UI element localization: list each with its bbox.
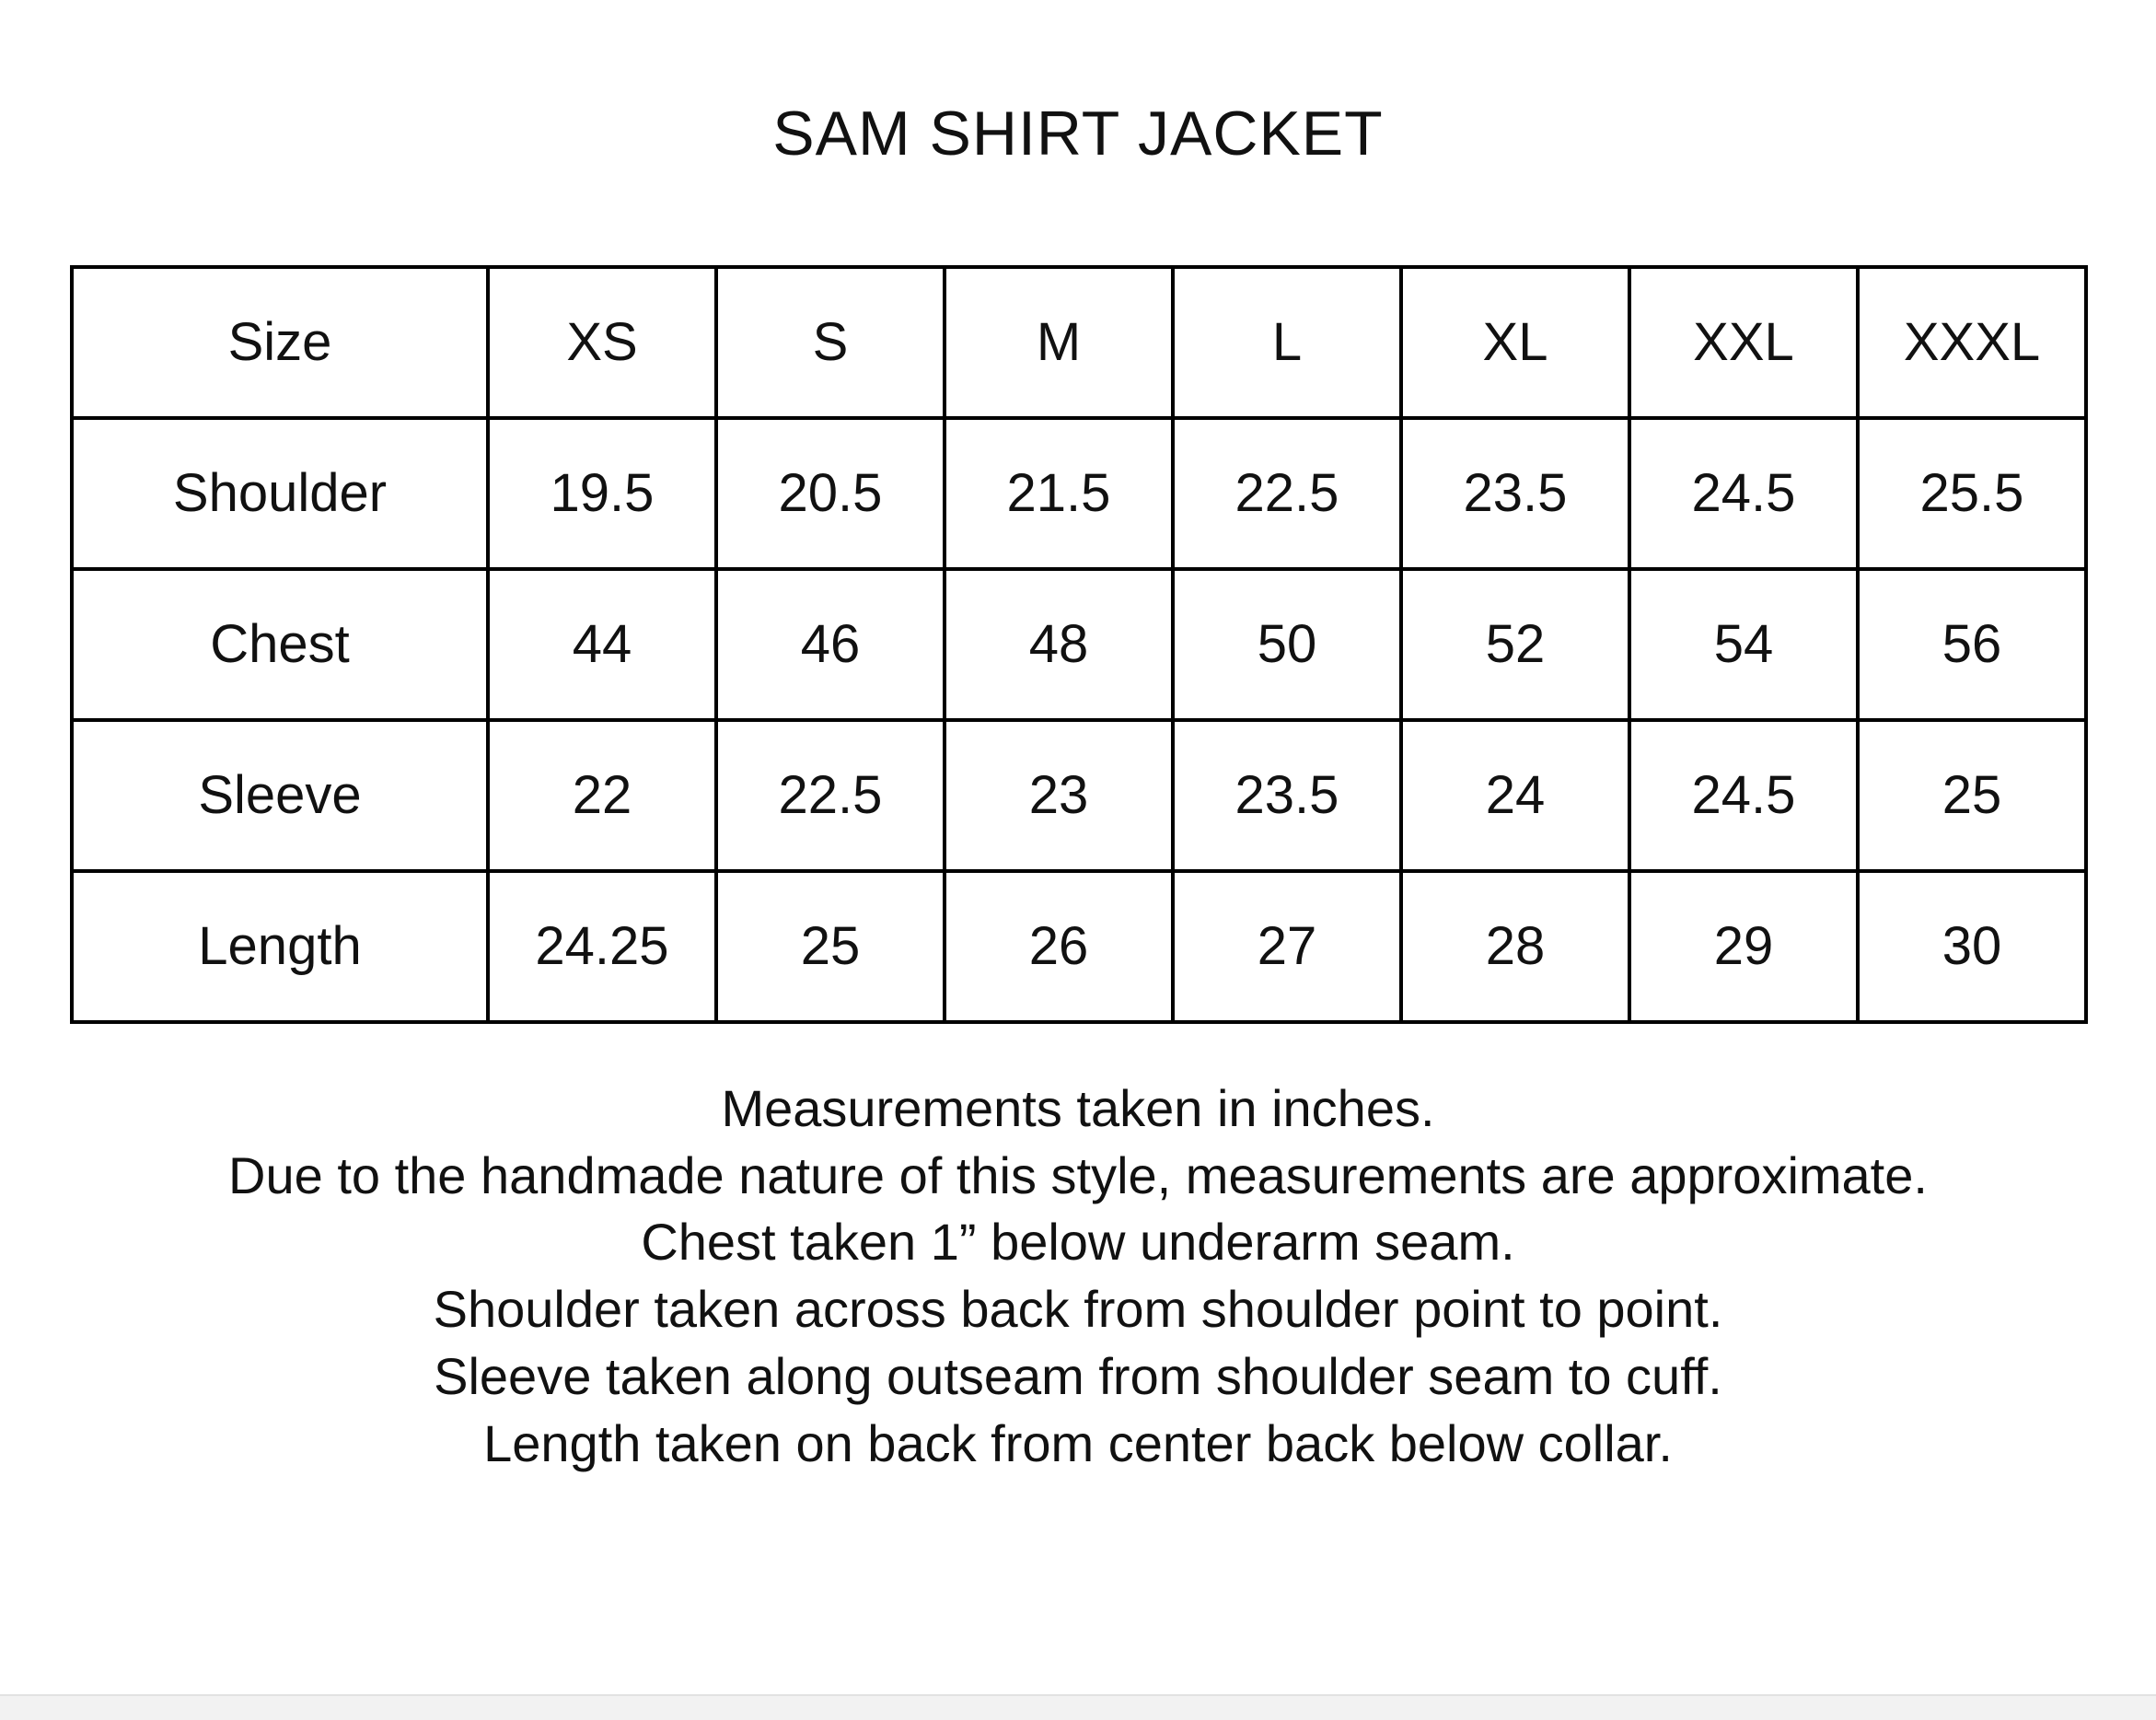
table-cell: 50: [1173, 569, 1401, 720]
row-label: Sleeve: [72, 720, 488, 871]
table-cell: 23.5: [1401, 418, 1629, 569]
table-row: [72, 418, 2086, 569]
table-cell: 22.5: [1173, 418, 1401, 569]
page-title: SAM SHIRT JACKET: [772, 99, 1384, 169]
table-cell: 24.25: [488, 871, 716, 1022]
table-cell: 54: [1629, 569, 1858, 720]
table-cell: 29: [1629, 871, 1858, 1022]
note-line: Due to the handmade nature of this style, measurements are approximate.: [228, 1145, 1928, 1204]
page-bottom-strip: [0, 1694, 2156, 1720]
table-row: [72, 720, 2086, 871]
table-cell: 26: [945, 871, 1173, 1022]
table-cell: 19.5: [488, 418, 716, 569]
table-cell: 28: [1401, 871, 1629, 1022]
row-label: Shoulder: [72, 418, 488, 569]
table-cell: 44: [488, 569, 716, 720]
table-header-cell: M: [945, 267, 1173, 418]
table-cell: 52: [1401, 569, 1629, 720]
table-header-cell: XXXL: [1858, 267, 2086, 418]
table-header-cell: S: [716, 267, 945, 418]
table-cell: 21.5: [945, 418, 1173, 569]
row-label: Length: [72, 871, 488, 1022]
size-chart-page: [0, 99, 2156, 1720]
table-cell: 24.5: [1629, 720, 1858, 871]
table-cell: 24: [1401, 720, 1629, 871]
row-label: Chest: [72, 569, 488, 720]
table-row: [72, 871, 2086, 1022]
note-line: Shoulder taken across back from shoulder point to point.: [433, 1280, 1723, 1339]
table-cell: 24.5: [1629, 418, 1858, 569]
table-cell: 48: [945, 569, 1173, 720]
table-cell: 30: [1858, 871, 2086, 1022]
table-cell: 25.5: [1858, 418, 2086, 569]
table-cell: 23.5: [1173, 720, 1401, 871]
table-header-cell: XL: [1401, 267, 1629, 418]
size-chart-table-wrapper: [70, 265, 2086, 1024]
table-cell: 27: [1173, 871, 1401, 1022]
table-header-cell: XS: [488, 267, 716, 418]
note-line: Sleeve taken along outseam from shoulder seam to cuff.: [434, 1346, 1722, 1405]
table-cell: 56: [1858, 569, 2086, 720]
note-line: Length taken on back from center back below collar.: [483, 1413, 1673, 1472]
measurement-notes: [0, 1075, 2156, 1478]
table-header-cell: L: [1173, 267, 1401, 418]
table-cell: 20.5: [716, 418, 945, 569]
table-cell: 22.5: [716, 720, 945, 871]
note-line: Chest taken 1” below underarm seam.: [641, 1213, 1515, 1272]
table-cell: 25: [1858, 720, 2086, 871]
table-cell: 25: [716, 871, 945, 1022]
size-chart-table: [70, 265, 2088, 1024]
note-line: Measurements taken in inches.: [721, 1078, 1435, 1137]
table-cell: 22: [488, 720, 716, 871]
table-header-row: [72, 267, 2086, 418]
table-cell: 46: [716, 569, 945, 720]
table-cell: 23: [945, 720, 1173, 871]
table-header-cell: XXL: [1629, 267, 1858, 418]
table-header-cell: Size: [72, 267, 488, 418]
table-row: [72, 569, 2086, 720]
